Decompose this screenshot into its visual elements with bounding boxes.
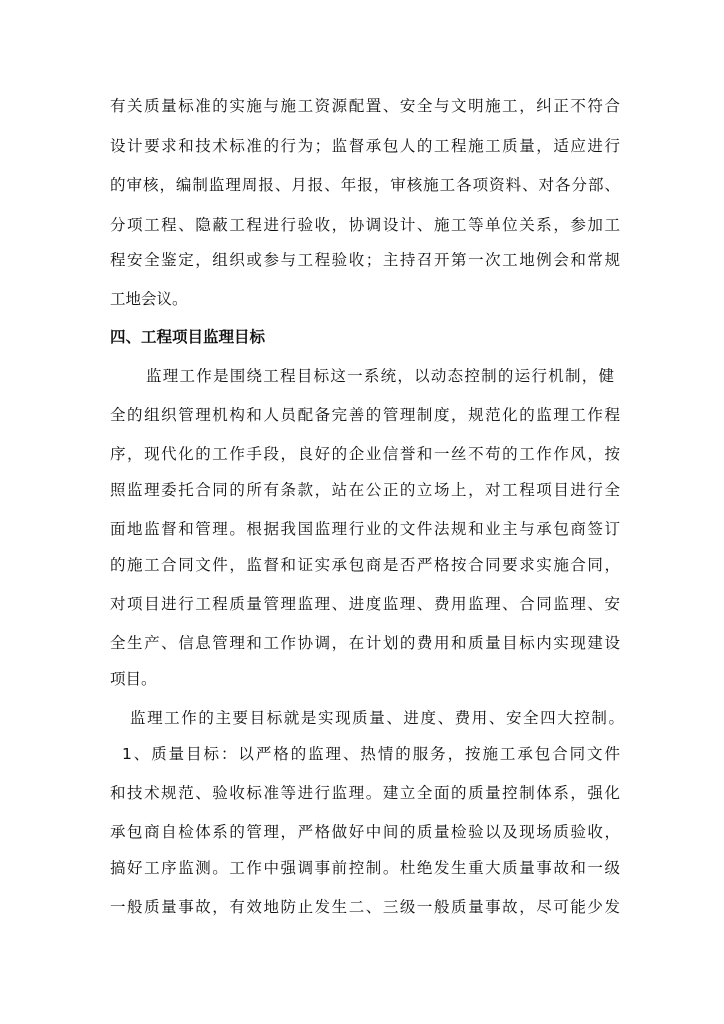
paragraph-1-line-2: 全的组织管理机构和人员配备完善的管理制度，规范化的监理工作程 [110,406,620,424]
continuation-line-3: 的审核，编制监理周报、月报、年报，审核施工各项资料、对各分部、 [110,176,620,194]
paragraph-3-line-1: 1、质量目标：以严格的监理、热情的服务，按施工承包合同文件 [122,745,620,763]
paragraph-3-line-4: 搞好工序监测。工作中强调事前控制。杜绝发生重大质量事故和一级 [110,859,620,877]
paragraph-2: 监理工作的主要目标就是实现质量、进度、费用、安全四大控制。 [130,709,624,727]
paragraph-1-line-5: 面地监督和管理。根据我国监理行业的文件法规和业主与承包商签订 [110,520,620,538]
paragraph-1-line-1: 监理工作是围绕工程目标这一系统，以动态控制的运行机制，健 [146,367,614,385]
paragraph-1-line-8: 全生产、信息管理和工作协调，在计划的费用和质量目标内实现建设 [110,634,620,652]
continuation-line-2: 设计要求和技术标准的行为；监督承包人的工程施工质量，适应进行 [110,137,620,155]
paragraph-1-line-3: 序，现代化的工作手段，良好的企业信誉和一丝不苟的工作作风，按 [110,445,620,463]
continuation-line-1: 有关质量标准的实施与施工资源配置、安全与文明施工，纠正不符合 [110,97,620,115]
paragraph-1-line-4: 照监理委托合同的所有条款，站在公正的立场上，对工程项目进行全 [110,481,620,499]
paragraph-3-line-5: 一般质量事故，有效地防止发生二、三级一般质量事故，尽可能少发 [110,898,620,916]
paragraph-1-line-7: 对项目进行工程质量管理监理、进度监理、费用监理、合同监理、安 [110,595,620,613]
section-heading: 四、工程项目监理目标 [110,328,266,346]
continuation-line-6: 工地会议。 [110,290,188,308]
paragraph-1-line-6: 的施工合同文件，监督和证实承包商是否严格按合同要求实施合同， [110,556,620,574]
paragraph-3-line-2: 和技术规范、验收标准等进行监理。建立全面的质量控制体系，强化 [110,784,620,802]
paragraph-3-line-3: 承包商自检体系的管理，严格做好中间的质量检验以及现场质验收， [110,823,620,841]
paragraph-1-line-9: 项目。 [110,670,157,688]
continuation-line-5: 程安全鉴定，组织或参与工程验收；主持召开第一次工地例会和常规 [110,251,620,269]
continuation-line-4: 分项工程、隐蔽工程进行验收，协调设计、施工等单位关系，参加工 [110,216,620,234]
